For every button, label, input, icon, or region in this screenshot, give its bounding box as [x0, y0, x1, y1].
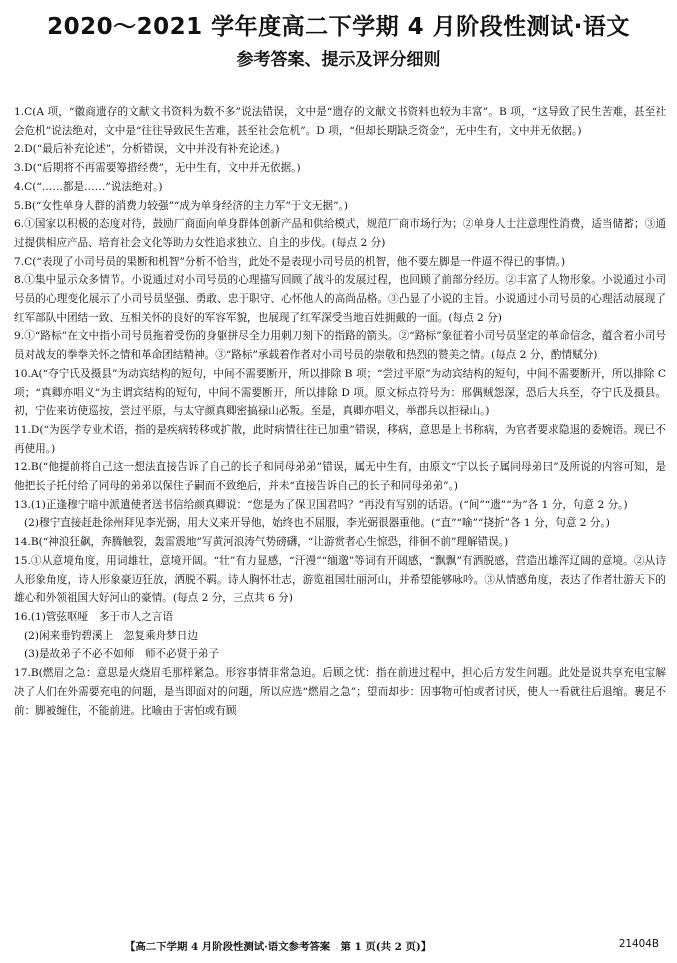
- answer-item: 1.C(A 项，“徽商遗存的文献文书资料为数不多”说法错误，文中是“遗存的文献文书资料也较为丰富”。B 项，“这导致了民生苦难，甚至社会危机”说法绝对，文中是“往往导致民生苦难，甚至社会危机”。D 项，“但却长期缺乏资金”，无中生有，文中并无依据。): [14, 106, 666, 137]
- answer-item: 14.B(“神浪狂飙，奔腾触裂，轰雷震地”写黄河浪涛气势磅礴，“让游赏者心生惊恐，徘徊不前”理解错误。): [14, 536, 509, 549]
- answer-item: 4.C(“……都是……”说法绝对。): [14, 180, 163, 193]
- answer-item: 2.D(“最后补充论述”，分析错误，文中并没有补充论述。): [14, 143, 280, 156]
- answer-item: 17.B(燃眉之急：意思是火烧眉毛那样紧急。形容事情非常急迫。后顾之忧：指在前进过程中，担心后方发生问题。此处是说共享充电宝解决了人们在外需要充电的问题，是当即面对的问题，所以应选“燃眉之急”；望而却步：因事物可怕或者讨厌，使人一看就往后退缩。裹足不前：脚被缠住，不能前进。比喻由于害怕或有顾: [14, 667, 666, 717]
- answer-item: 5.B(“女性单身人群的消费力较强”“成为单身经济的主力军”于文无据”。): [14, 199, 348, 212]
- footer-page-info: 【高二下学期 4 月阶段性测试·语文参考答案 第 1 页(共 2 页)】: [125, 941, 432, 953]
- answer-item: 6.①国家以积极的态度对待，鼓励厂商面向单身群体创新产品和供给模式，规范厂商市场行为；②单身人士注意理性消费，适当储蓄；③通过提供相应产品、培育社会文化等助力女性追求独立、自主的步伐。(每点 2 分): [14, 218, 666, 249]
- page-subtitle: 参考答案、提示及评分细则: [236, 50, 441, 70]
- answer-subitem: (2)穆宁直接赶赴徐州拜见李光弼，用大义来开导他，始终也不屈服，李光弼很器重他。(“直”“喻”“挠折”各 1 分，句意 2 分。): [24, 517, 610, 530]
- answer-item: 13.(1)正逢穆宁暗中派遣使者送书信给颜真卿说：“您是为了保卫国君吗？”再没有写别的话语。(“间”“遗”“为”各 1 分，句意 2 分。): [14, 498, 628, 511]
- answer-subitem: (3)是故弟子不必不如师 师不必贤于弟子: [24, 648, 220, 661]
- answer-item: 10.A(“夺宁氏及摄县”为动宾结构的短句，中间不需要断开，所以排除 B 项；“尝过平原”为动宾结构的短句，中间不需要断开，所以排除 C 项；“真卿亦唱义”为主谓宾结构的短句，中间不需要断开，所以排除 D 项。原文标点符号为：邢偶贼怨深，恐后大兵至，夺宁氏及摄县。初，宁佐来访使巡按，尝过平原，与太守颜真卿密搞禄山必叛。至是，真卿亦唱义，举郡兵以拒禄山。): [14, 367, 666, 418]
- answer-item: 3.D(“后期将不再需要筹措经费”，无中生有，文中并无依据。): [14, 162, 301, 175]
- answer-list: [14, 103, 666, 720]
- answer-item: 16.(1)管弦呕哑 多于市人之言语: [14, 610, 173, 623]
- answer-item: 8.①集中显示众多情节。小说通过对小司号员的心理描写回顾了战斗的发展过程，也回顾了前部分经历。②丰富了人物形象。小说通过小司号员的心理变化展示了小司号员坚强、勇敢、忠于职守、心怀他人的高尚品格。③凸显了小说的主旨。小说通过小司号员的心理活动展现了红军部队中团结一致、互相关怀的良好的军容军貌，也展现了红军深受当地百姓拥戴的一面。(每点 2 分): [14, 274, 666, 324]
- answer-item: 15.①从意境角度，用词雄壮，意境开阔。“壮”有力显感，“汗漫”“缅邈”等词有开阔感，“飘飘”有洒脱感，营造出雄浑辽阔的意境。②从诗人形象角度，诗人形象豪迈狂放，洒脱不羁。诗人胸怀壮志，游览祖国壮丽河山，并希望能够咏吟。③从情感角度，表达了作者壮游天下的雄心和外领祖国大好河山的豪情。(每点 2 分，三点共 6 分): [14, 554, 666, 605]
- page-title: 2020～2021 学年度高二下学期 4 月阶段性测试·语文: [47, 14, 630, 40]
- answer-item: 11.D(“为医学专业术语，指的是疾病转移或扩散，此时病情往往已加重”错误，移病，意思是上书称病，为官者要求隐退的委婉语。现已不再使用。): [14, 423, 666, 455]
- footer-code: 21404B: [618, 938, 659, 950]
- page-footer: [0, 938, 677, 956]
- answer-item: 9.①“路标”在文中指小司号员拖着受伤的身躯拼尽全力用刺刀刻下的指路的箭头。②“路标”象征着小司号员坚定的革命信念，蕴含着小司号员对战友的拳拳关怀之情和革命团结精神。③“路标”承载着作者对小司号员的崇敬和热烈的赞美之情。(每点 2 分，酌情赋分): [14, 330, 666, 362]
- answer-item: 12.B(“他提前将自己这一想法直接告诉了自己的长子和同母弟弟”错误，属无中生有，由原文“宁以长子属同母弟曰”及所说的内容可知，是他把长子托付给了同母的弟弟以保住子嗣而不致绝后，并未“直接告诉自己的长子和同母弟弟”。): [14, 461, 666, 493]
- answer-item: 7.C(“表现了小司号员的果断和机智”分析不恰当，此处不是表现小司号员的机智，他不要左脚是一件逼不得已的事情。): [14, 255, 566, 268]
- answer-subitem: (2)闲来垂钓碧溪上 忽复乘舟梦日边: [24, 629, 198, 642]
